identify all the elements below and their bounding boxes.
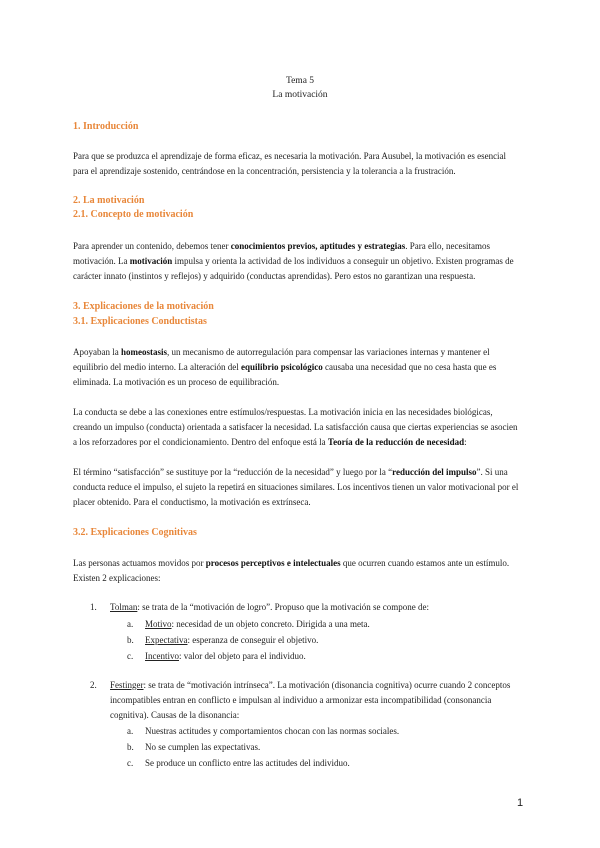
heading-la-motivacion: 2. La motivación — [73, 195, 145, 206]
document-title: Tema 5 — [285, 76, 315, 86]
list-item-festinger: Festinger: se trata de “motivación intrínseca”. La motivación (disonancia cognitiva) ocurre cuando 2 conceptos incompatibles entran en conflicto e impulsan al individuo a armonizar esta incompatibilidad (consonancia cognitiva). Causas de la disonancia: — [110, 680, 511, 720]
paragraph-estimulos: La conducta se debe a las conexiones entre estímulos/respuestas. La motivación inicia en las necesidades biológicas, creando un impulso (conducta) orientada a satisfacer la necesidad. La satisfacción causa que ciertas experiencias se asocien a los reforzadores por el condicionamiento. Dentro del enfoque está la Teoría de la reducción de necesidad: — [73, 407, 518, 447]
document-subtitle: La motivación — [272, 90, 328, 100]
paragraph-reduccion-impulso: El término “satisfacción” se sustituye por la “reducción de la necesidad” y luego por la “reducción del impulso”. Si una conducta reduce el impulso, el sujeto la repetirá en situaciones similares. Los incentivos tienen un valor motivacional por el placer obtenido. Para el conductismo, la motivación es extrínseca. — [73, 467, 519, 507]
sub-item-motivo: Motivo: necesidad de un objeto concreto. Dirigida a una meta. — [145, 619, 370, 629]
paragraph-cognitivas: Las personas actuamos movidos por procesos perceptivos e intelectuales que ocurren cuando estamos ante un estímulo. Existen 2 explicaciones: — [73, 558, 510, 583]
heading-concepto-motivacion: 2.1. Concepto de motivación — [73, 209, 194, 220]
sub-letter: a. — [127, 726, 134, 736]
sub-letter: b. — [127, 742, 134, 752]
page-number: 1 — [517, 797, 524, 809]
sub-letter: a. — [127, 619, 134, 629]
heading-explicaciones-conductistas: 3.1. Explicaciones Conductistas — [73, 316, 207, 327]
list-number: 2. — [90, 680, 97, 690]
sub-item-conflicto: Se produce un conflicto entre las actitudes del individuo. — [145, 758, 350, 768]
heading-explicaciones-cognitivas: 3.2. Explicaciones Cognitivas — [73, 527, 197, 538]
sub-item-incentivo: Incentivo: valor del objeto para el individuo. — [145, 651, 306, 661]
list-number: 1. — [90, 602, 97, 612]
paragraph-introduccion: Para que se produzca el aprendizaje de forma eficaz, es necesaria la motivación. Para Ausubel, la motivación es esencial para el aprendizaje sostenido, centrándose en la concentración, persistencia y la tolerancia a la frustración. — [73, 151, 507, 176]
sub-letter: c. — [127, 758, 134, 768]
sub-item-normas: Nuestras actitudes y comportamientos chocan con las normas sociales. — [145, 726, 400, 736]
paragraph-concepto: Para aprender un contenido, debemos tener conocimientos previos, aptitudes y estrategias. Para ello, necesitamos motivación. La motivación impulsa y orienta la actividad de los individuos a conseguir un objetivo. Existen programas de carácter innato (instintos y reflejos) y adquirido (conductas aprendidas). Pero estos no garantizan una respuesta. — [73, 241, 514, 281]
heading-explicaciones: 3. Explicaciones de la motivación — [73, 301, 214, 312]
sub-item-expectativas: No se cumplen las expectativas. — [145, 742, 261, 752]
sub-letter: c. — [127, 651, 134, 661]
sub-letter: b. — [127, 635, 134, 645]
list-item-tolman: Tolman: se trata de la “motivación de logro”. Propuso que la motivación se compone de: — [110, 602, 430, 612]
heading-introduccion: 1. Introducción — [73, 121, 139, 132]
paragraph-homeostasis: Apoyaban la homeostasis, un mecanismo de autorregulación para compensar las variaciones internas y mantener el equilibrio del medio interno. La alteración del equilibrio psicológico causaba una necesidad que no cesa hasta que es eliminada. La motivación es un proceso de equilibración. — [73, 347, 497, 387]
sub-item-expectativa: Expectativa: esperanza de conseguir el objetivo. — [145, 635, 319, 645]
